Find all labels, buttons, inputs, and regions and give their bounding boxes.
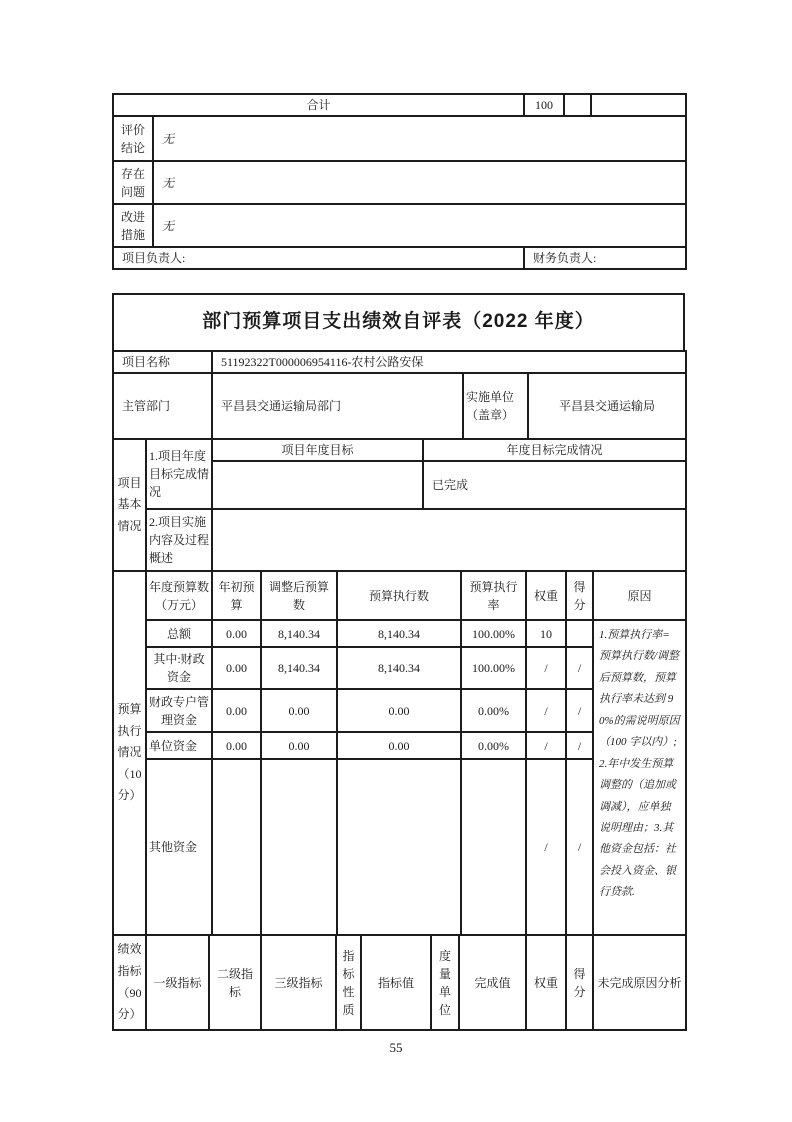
project-name-value: 51192322T000006954116-农村公路安保 — [212, 351, 686, 373]
budget-rate: 0.00% — [461, 689, 526, 732]
indicator-header-weight: 权重 — [526, 935, 566, 1030]
budget-header-rate: 预算执行率 — [461, 571, 526, 620]
budget-adjusted: 8,140.34 — [261, 647, 337, 689]
budget-header-initial: 年初预算 — [212, 571, 261, 620]
budget-row-label: 财政专户管理资金 — [146, 689, 212, 732]
annual-goal-header: 项目年度目标 — [212, 439, 423, 461]
total-score — [564, 94, 591, 116]
budget-initial: 0.00 — [212, 732, 261, 759]
goal-completion-value: 已完成 — [423, 461, 686, 509]
budget-initial: 0.00 — [212, 647, 261, 689]
title-table — [112, 293, 685, 352]
budget-adjusted — [261, 759, 337, 935]
total-label: 合计 — [113, 94, 524, 116]
goal-completion-header: 年度目标完成情况 — [423, 439, 686, 461]
budget-score: / — [566, 732, 593, 759]
dept-value: 平昌县交通运输局部门 — [212, 373, 463, 439]
budget-row-label: 其中:财政资金 — [146, 647, 212, 689]
indicator-header-target: 指标值 — [361, 935, 431, 1030]
project-leader-label: 项目负责人: — [113, 247, 524, 269]
indicator-header-level2: 二级指标 — [209, 935, 261, 1030]
improvement-measures-value: 无 — [153, 204, 686, 247]
indicator-header-completed: 完成值 — [459, 935, 526, 1030]
project-name-label: 项目名称 — [113, 351, 212, 373]
basic-info-section-label: 项目基本情况 — [113, 439, 146, 571]
indicator-header-level3: 三级指标 — [261, 935, 336, 1030]
budget-row-label: 单位资金 — [146, 732, 212, 759]
total-analysis — [591, 94, 686, 116]
indicator-header-unit: 度量单位 — [431, 935, 459, 1030]
budget-executed: 0.00 — [337, 732, 461, 759]
project-name-row — [112, 350, 687, 374]
budget-reason-text: 1.预算执行率=预算执行数/调整后预算数，预算执行率未达到 90%的需说明原因（100 字以内）;2.年中发生预算调整的（追加或调减），应单独说明理由；3.其他资金包括：社会投入资金、银行贷款. — [593, 620, 686, 935]
existing-problems-label: 存在问题 — [113, 161, 153, 204]
budget-executed: 8,140.34 — [337, 620, 461, 647]
budget-header-executed: 预算执行数 — [337, 571, 461, 620]
improvement-measures-label: 改进措施 — [113, 204, 153, 247]
budget-score — [566, 620, 593, 647]
budget-header-weight: 权重 — [526, 571, 566, 620]
indicators-header-row — [113, 935, 686, 1030]
budget-row-total — [113, 620, 686, 647]
budget-adjusted: 8,140.34 — [261, 620, 337, 647]
indicator-header-analysis: 未完成原因分析 — [593, 935, 686, 1030]
impl-unit-value: 平昌县交通运输局 — [528, 373, 686, 439]
basic-info-section — [112, 438, 687, 572]
total-row — [113, 94, 686, 116]
budget-header-rowlabel: 年度预算数（万元） — [146, 571, 212, 620]
budget-weight: 10 — [526, 620, 566, 647]
budget-executed: 0.00 — [337, 689, 461, 732]
budget-header-adjusted: 调整后预算数 — [261, 571, 337, 620]
dept-label: 主管部门 — [113, 373, 212, 439]
self-eval-table — [112, 293, 687, 1031]
indicators-section-label: 绩效指标（90分） — [113, 935, 146, 1030]
leaders-row — [113, 247, 686, 269]
evaluation-conclusion-row — [113, 116, 686, 161]
budget-section-label: 预算执行情况（10分） — [113, 571, 146, 935]
budget-executed: 8,140.34 — [337, 647, 461, 689]
budget-row-label: 其他资金 — [146, 759, 212, 935]
budget-rate: 100.00% — [461, 620, 526, 647]
indicator-header-nature: 指标性质 — [336, 935, 361, 1030]
indicator-header-score: 得分 — [566, 935, 593, 1030]
budget-weight: / — [526, 689, 566, 732]
finance-leader-label: 财务负责人: — [524, 247, 686, 269]
budget-rate — [461, 759, 526, 935]
implementation-row-label: 2.项目实施内容及过程概述 — [146, 509, 212, 571]
budget-header-score: 得分 — [566, 571, 593, 620]
budget-adjusted: 0.00 — [261, 689, 337, 732]
indicator-header-level1: 一级指标 — [146, 935, 209, 1030]
indicators-section — [112, 934, 687, 1031]
budget-initial — [212, 759, 261, 935]
budget-score: / — [566, 647, 593, 689]
evaluation-conclusion-label: 评价结论 — [113, 116, 153, 161]
budget-score: / — [566, 759, 593, 935]
budget-score: / — [566, 689, 593, 732]
table-title: 部门预算项目支出绩效自评表（2022 年度） — [113, 294, 684, 351]
budget-row-label: 总额 — [146, 620, 212, 647]
budget-header-row — [113, 571, 686, 620]
budget-weight: / — [526, 647, 566, 689]
dept-row — [112, 372, 687, 440]
budget-header-reason: 原因 — [593, 571, 686, 620]
implementation-value — [212, 509, 686, 571]
annual-goal-row-label: 1.项目年度目标完成情况 — [146, 439, 212, 509]
improvement-measures-row — [113, 204, 686, 247]
budget-weight: / — [526, 732, 566, 759]
budget-initial: 0.00 — [212, 689, 261, 732]
evaluation-conclusion-value: 无 — [153, 116, 686, 161]
budget-rate: 100.00% — [461, 647, 526, 689]
budget-section — [112, 570, 687, 936]
impl-unit-label: 实施单位 （盖章） — [463, 373, 528, 439]
budget-adjusted: 0.00 — [261, 732, 337, 759]
existing-problems-row — [113, 161, 686, 204]
existing-problems-value: 无 — [153, 161, 686, 204]
budget-initial: 0.00 — [212, 620, 261, 647]
page-number: 55 — [389, 1040, 403, 1055]
budget-rate: 0.00% — [461, 732, 526, 759]
annual-goal-value — [212, 461, 423, 509]
budget-weight: / — [526, 759, 566, 935]
total-weight: 100 — [524, 94, 564, 116]
summary-table — [112, 93, 687, 270]
budget-executed — [337, 759, 461, 935]
